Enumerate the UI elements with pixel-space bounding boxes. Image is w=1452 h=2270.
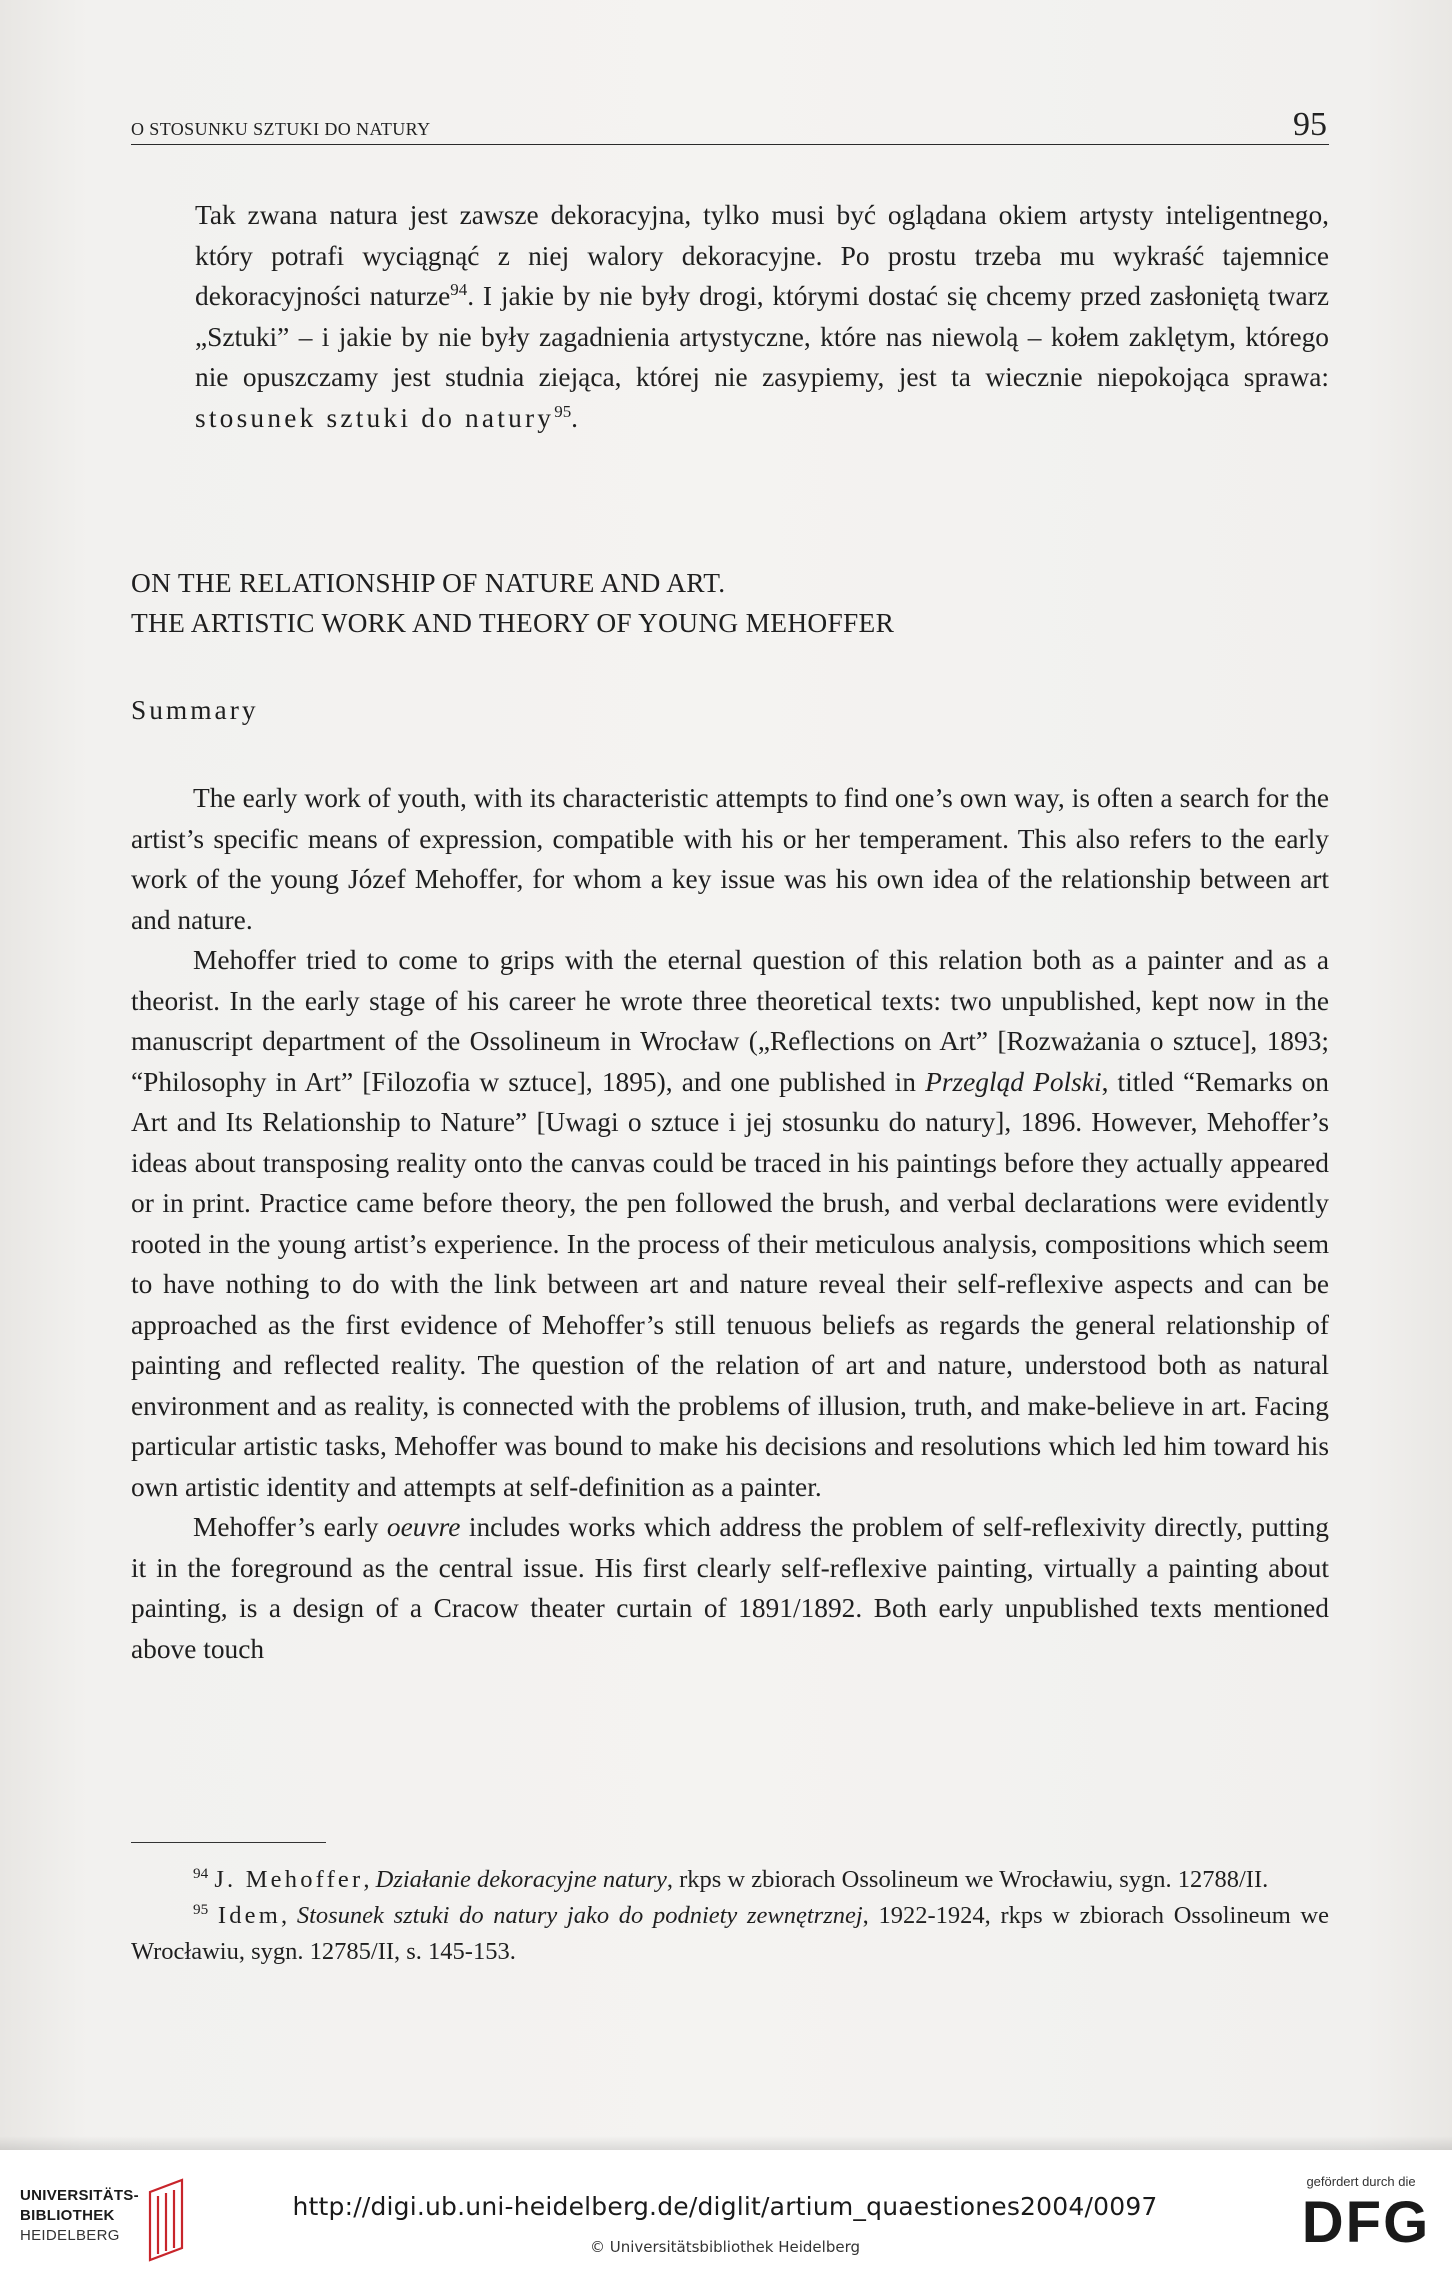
ub-logo-text (20, 2186, 139, 2246)
summary-paragraph-1: The early work of youth, with its characteristic attempts to find one’s own way, is often a search for the artist’s specific means of expression, compatible with his or her temperament. This also refers to the early work of the young Józef Mehoffer, for whom a key issue was his own idea of the relationship between art and nature. (131, 783, 1329, 935)
footnote-separator (131, 1842, 326, 1843)
footnote-94-sep: , (363, 1866, 376, 1893)
footnote-95-author: Idem (217, 1902, 282, 1929)
footnote-94-rest: , rkps w zbiorach Ossolineum we Wrocławiu, sygn. 12788/II. (666, 1866, 1269, 1893)
summary-paragraph-3 (131, 1507, 1329, 1669)
page-number: 95 (1293, 106, 1327, 143)
summary-p2-text-a: Mehoffer tried to come to grips with the eternal question of this relation both as a painter and as a theorist. In the early stage of his career he wrote three theoretical texts: two unpublished, kept now in the manuscript department of the Ossolineum in Wrocław („Reflections on Art” [Rozważania o sztuce], 1893; “Philosophy in Art” [Filozofia w sztuce], 1895), and one published in (131, 945, 1329, 1097)
summary-p3-text-b: includes works which address the problem of self-reflexivity directly, putting it in the foreground as the central issue. His first clearly self-reflexive painting, virtually a painting about painting, is a design of a Cracow theater curtain of 1891/1892. Both early unpublished texts mentioned above touch (131, 1512, 1329, 1664)
footnote-95-number: 95 (193, 1900, 209, 1918)
ub-logo-line3: HEIDELBERG (20, 2227, 120, 2244)
footnote-95 (131, 1898, 1329, 1970)
section-heading-line1: ON THE RELATIONSHIP OF NATURE AND ART. (131, 568, 726, 598)
summary-body (131, 778, 1329, 1669)
ub-logo-line2: BIBLIOTHEK (20, 2207, 115, 2224)
footnote-ref-94: 94 (450, 279, 468, 299)
section-heading-line2: THE ARTISTIC WORK AND THEORY OF YOUNG MEHOFFER (131, 608, 895, 638)
copyright-notice: © Universitätsbibliothek Heidelberg (589, 2238, 860, 2256)
footnote-95-rest: , 1922-1924, rkps w zbiorach Ossolineum we Wrocławiu, sygn. 12785/II, s. 145-153. (131, 1902, 1330, 1965)
digital-object-url[interactable]: http://digi.ub.uni-heidelberg.de/diglit/artium_quaestiones2004/0097 (292, 2192, 1158, 2221)
dfg-logo: DFG (1301, 2190, 1431, 2255)
polish-text-end: . (571, 402, 579, 433)
running-head-title: O STOSUNKU SZTUKI DO NATURY (131, 119, 431, 139)
summary-label: Summary (131, 695, 259, 725)
footnotes (131, 1862, 1329, 1970)
polish-spaced-phrase: stosunek sztuki do natury (195, 402, 555, 433)
polish-text-part1: Tak zwana natura jest zawsze dekoracyjna, tylko musi być oglądana okiem artysty inteligentnego, który potrafi wyciągnąć z niej walory dekoracyjne. Po prostu trzeba mu wykraść tajemnice dekoracyjności naturze (195, 200, 1329, 311)
footnote-94-title: Działanie dekoracyjne natury (375, 1866, 667, 1893)
summary-p2-italic-title: Przegląd Polski (925, 1066, 1102, 1097)
summary-p3-italic-word: oeuvre (386, 1512, 461, 1542)
footnote-ref-95: 95 (554, 401, 572, 421)
polish-paragraph-text (195, 195, 1329, 438)
summary-p3-text-a: Mehoffer’s early (193, 1512, 387, 1542)
polish-text-part2: . I jakie by nie były drogi, którymi dostać się chcemy przed zasłoniętą twarz „Sztuki” – i jakie by nie były zagadnienia artystyczne, które nas niewolą – kołem zaklętym, którego nie opuszczamy jest studnia ziejąca, której nie zasypiemy, jest ta wiecznie niepokojąca sprawa: (195, 281, 1329, 392)
footnote-94-number: 94 (193, 1864, 209, 1882)
footnote-94-author: J. Mehoffer (214, 1866, 364, 1893)
ub-logo-mark-icon (128, 2178, 206, 2262)
summary-paragraph-2 (131, 940, 1329, 1507)
polish-paragraph (131, 195, 1329, 438)
footnote-94 (131, 1862, 1329, 1898)
running-head (131, 100, 1329, 145)
funded-by-label: gefördert durch die (1306, 2174, 1416, 2189)
section-heading (131, 563, 1329, 643)
footnote-95-title: Stosunek sztuki do natury jako do podniety zewnętrznej (296, 1902, 863, 1929)
footnote-95-sep: , (281, 1902, 297, 1929)
summary-p2-text-b: , titled “Remarks on Art and Its Relationship to Nature” [Uwagi o sztuce i jej stosunku do natury], 1896. However, Mehoffer’s ideas about transposing reality onto the canvas could be traced in his paintings before they actually appeared or in print. Practice came before theory, the pen followed the brush, and verbal declarations were evidently rooted in the young artist’s experience. In the process of their meticulous analysis, compositions which seem to have nothing to do with the link between art and nature reveal their self-reflexive aspects and can be approached as the first evidence of Mehoffer’s still tenuous beliefs as regards the general relationship of painting and reflected reality. The question of the relation of art and nature, understood both as natural environment and as reality, is connected with the problems of illusion, truth, and make-believe in art. Facing particular artistic tasks, Mehoffer was bound to make his decisions and resolutions which led him toward his own artistic identity and attempts at self-definition as a painter. (131, 1066, 1330, 1502)
ub-logo-line1: UNIVERSITÄTS- (20, 2187, 139, 2204)
